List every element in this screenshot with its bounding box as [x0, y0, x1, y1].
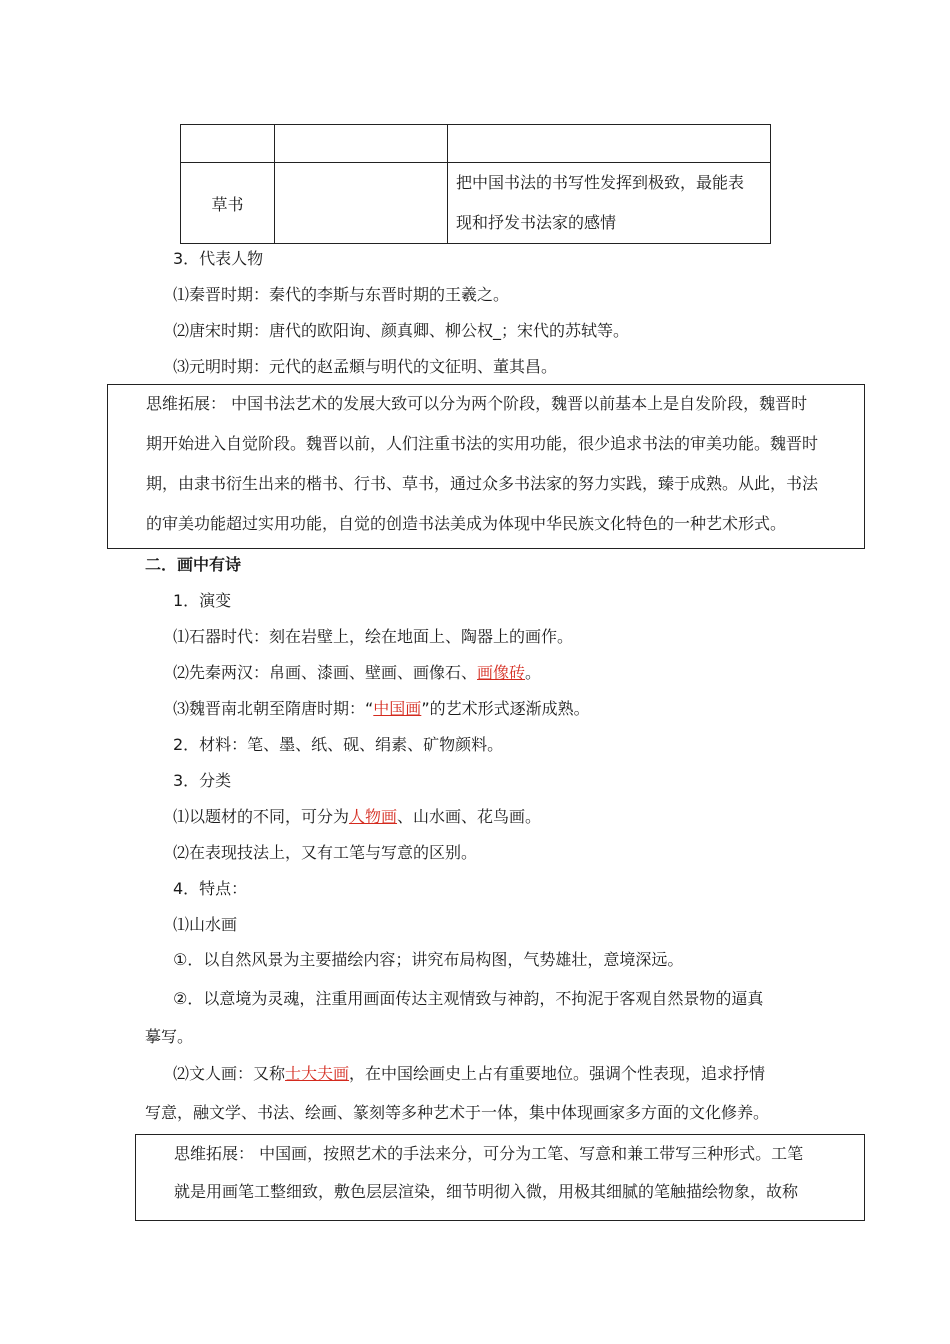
paragraph: ⑴石器时代：刻在岩壁上，绘在地面上、陶器上的画作。	[173, 627, 574, 646]
thinking-extension-box	[135, 1134, 865, 1221]
highlighted-term: 人物画	[349, 807, 398, 826]
paragraph: ⑴山水画	[173, 915, 238, 934]
highlighted-term: 画像砖	[477, 663, 526, 682]
heading-classification: 3．分类	[173, 771, 232, 790]
text: ⑶魏晋南北朝至隋唐时期：“	[173, 699, 374, 718]
thinking-extension-box	[107, 384, 865, 549]
paragraph	[173, 804, 541, 827]
box-text-line: 思维拓展： 中国书法艺术的发展大致可以分为两个阶段，魏晋以前基本上是自发阶段，魏晋时	[146, 394, 808, 413]
description-line: 把中国书法的书写性发挥到极致，最能表	[456, 173, 745, 192]
paragraph	[173, 660, 541, 683]
table-row	[181, 125, 771, 163]
box-text-line: 的审美功能超过实用功能，自觉的创造书法美成为体现中华民族文化特色的一种艺术形式。	[146, 514, 787, 533]
script-description-cell	[448, 163, 771, 244]
paragraph: ⑶元明时期：元代的赵孟頫与明代的文征明、董其昌。	[173, 357, 558, 376]
table-row	[181, 163, 771, 244]
text: 、山水画、花鸟画。	[397, 807, 542, 826]
box-text-line: 期开始进入自觉阶段。魏晋以前，人们注重书法的实用功能，很少追求书法的审美功能。魏晋时	[146, 434, 819, 453]
heading-representatives: 3．代表人物	[173, 249, 264, 268]
table-cell	[448, 125, 771, 163]
calligraphy-table	[180, 124, 771, 244]
text: ⑵先秦两汉：帛画、漆画、壁画、画像石、	[173, 663, 478, 682]
text: 。	[525, 663, 542, 682]
heading-materials: 2．材料：笔、墨、纸、砚、绢素、矿物颜料。	[173, 735, 504, 754]
text: ⑵文人画：又称	[173, 1064, 286, 1083]
section-title: 二．画中有诗	[145, 555, 242, 574]
paragraph: ②．以意境为灵魂，注重用画面传达主观情致与神韵，不拘泥于客观自然景物的逼真	[173, 989, 764, 1008]
paragraph: ⑴秦晋时期：秦代的李斯与东晋时期的王羲之。	[173, 285, 510, 304]
text: ，在中国绘画史上占有重要地位。强调个性表现，追求抒情	[349, 1064, 766, 1083]
table-cell	[275, 125, 448, 163]
paragraph	[173, 1061, 765, 1084]
paragraph: 写意，融文学、书法、绘画、篆刻等多种艺术于一体，集中体现画家多方面的文化修养。	[145, 1103, 770, 1122]
box-text-line: 就是用画笔工整细致，敷色层层渲染，细节明彻入微，用极其细腻的笔触描绘物象，故称	[174, 1182, 799, 1201]
script-name-cell: 草书	[181, 163, 275, 244]
paragraph: 摹写。	[145, 1027, 194, 1046]
paragraph: ⑵唐宋时期：唐代的欧阳询、颜真卿、柳公权_；宋代的苏轼等。	[173, 321, 630, 340]
heading-evolution: 1．演变	[173, 591, 232, 610]
box-text-line: 期，由隶书衍生出来的楷书、行书、草书，通过众多书法家的努力实践，臻于成熟。从此，书法	[146, 474, 819, 493]
text: ⑴以题材的不同，可分为	[173, 807, 350, 826]
table-cell	[181, 125, 275, 163]
paragraph: ①．以自然风景为主要描绘内容；讲究布局构图，气势雄壮，意境深远。	[173, 950, 684, 969]
paragraph	[173, 696, 590, 719]
heading-features: 4．特点：	[173, 879, 248, 898]
box-text-line: 思维拓展： 中国画，按照艺术的手法来分，可分为工笔、写意和兼工带写三种形式。工笔	[174, 1144, 804, 1163]
highlighted-term: 中国画	[373, 699, 422, 718]
highlighted-term: 士大夫画	[285, 1064, 350, 1083]
table-cell	[275, 163, 448, 244]
text: ”的艺术形式逐渐成熟。	[421, 699, 590, 718]
paragraph: ⑵在表现技法上，又有工笔与写意的区别。	[173, 843, 478, 862]
description-line: 现和抒发书法家的感情	[456, 213, 617, 232]
